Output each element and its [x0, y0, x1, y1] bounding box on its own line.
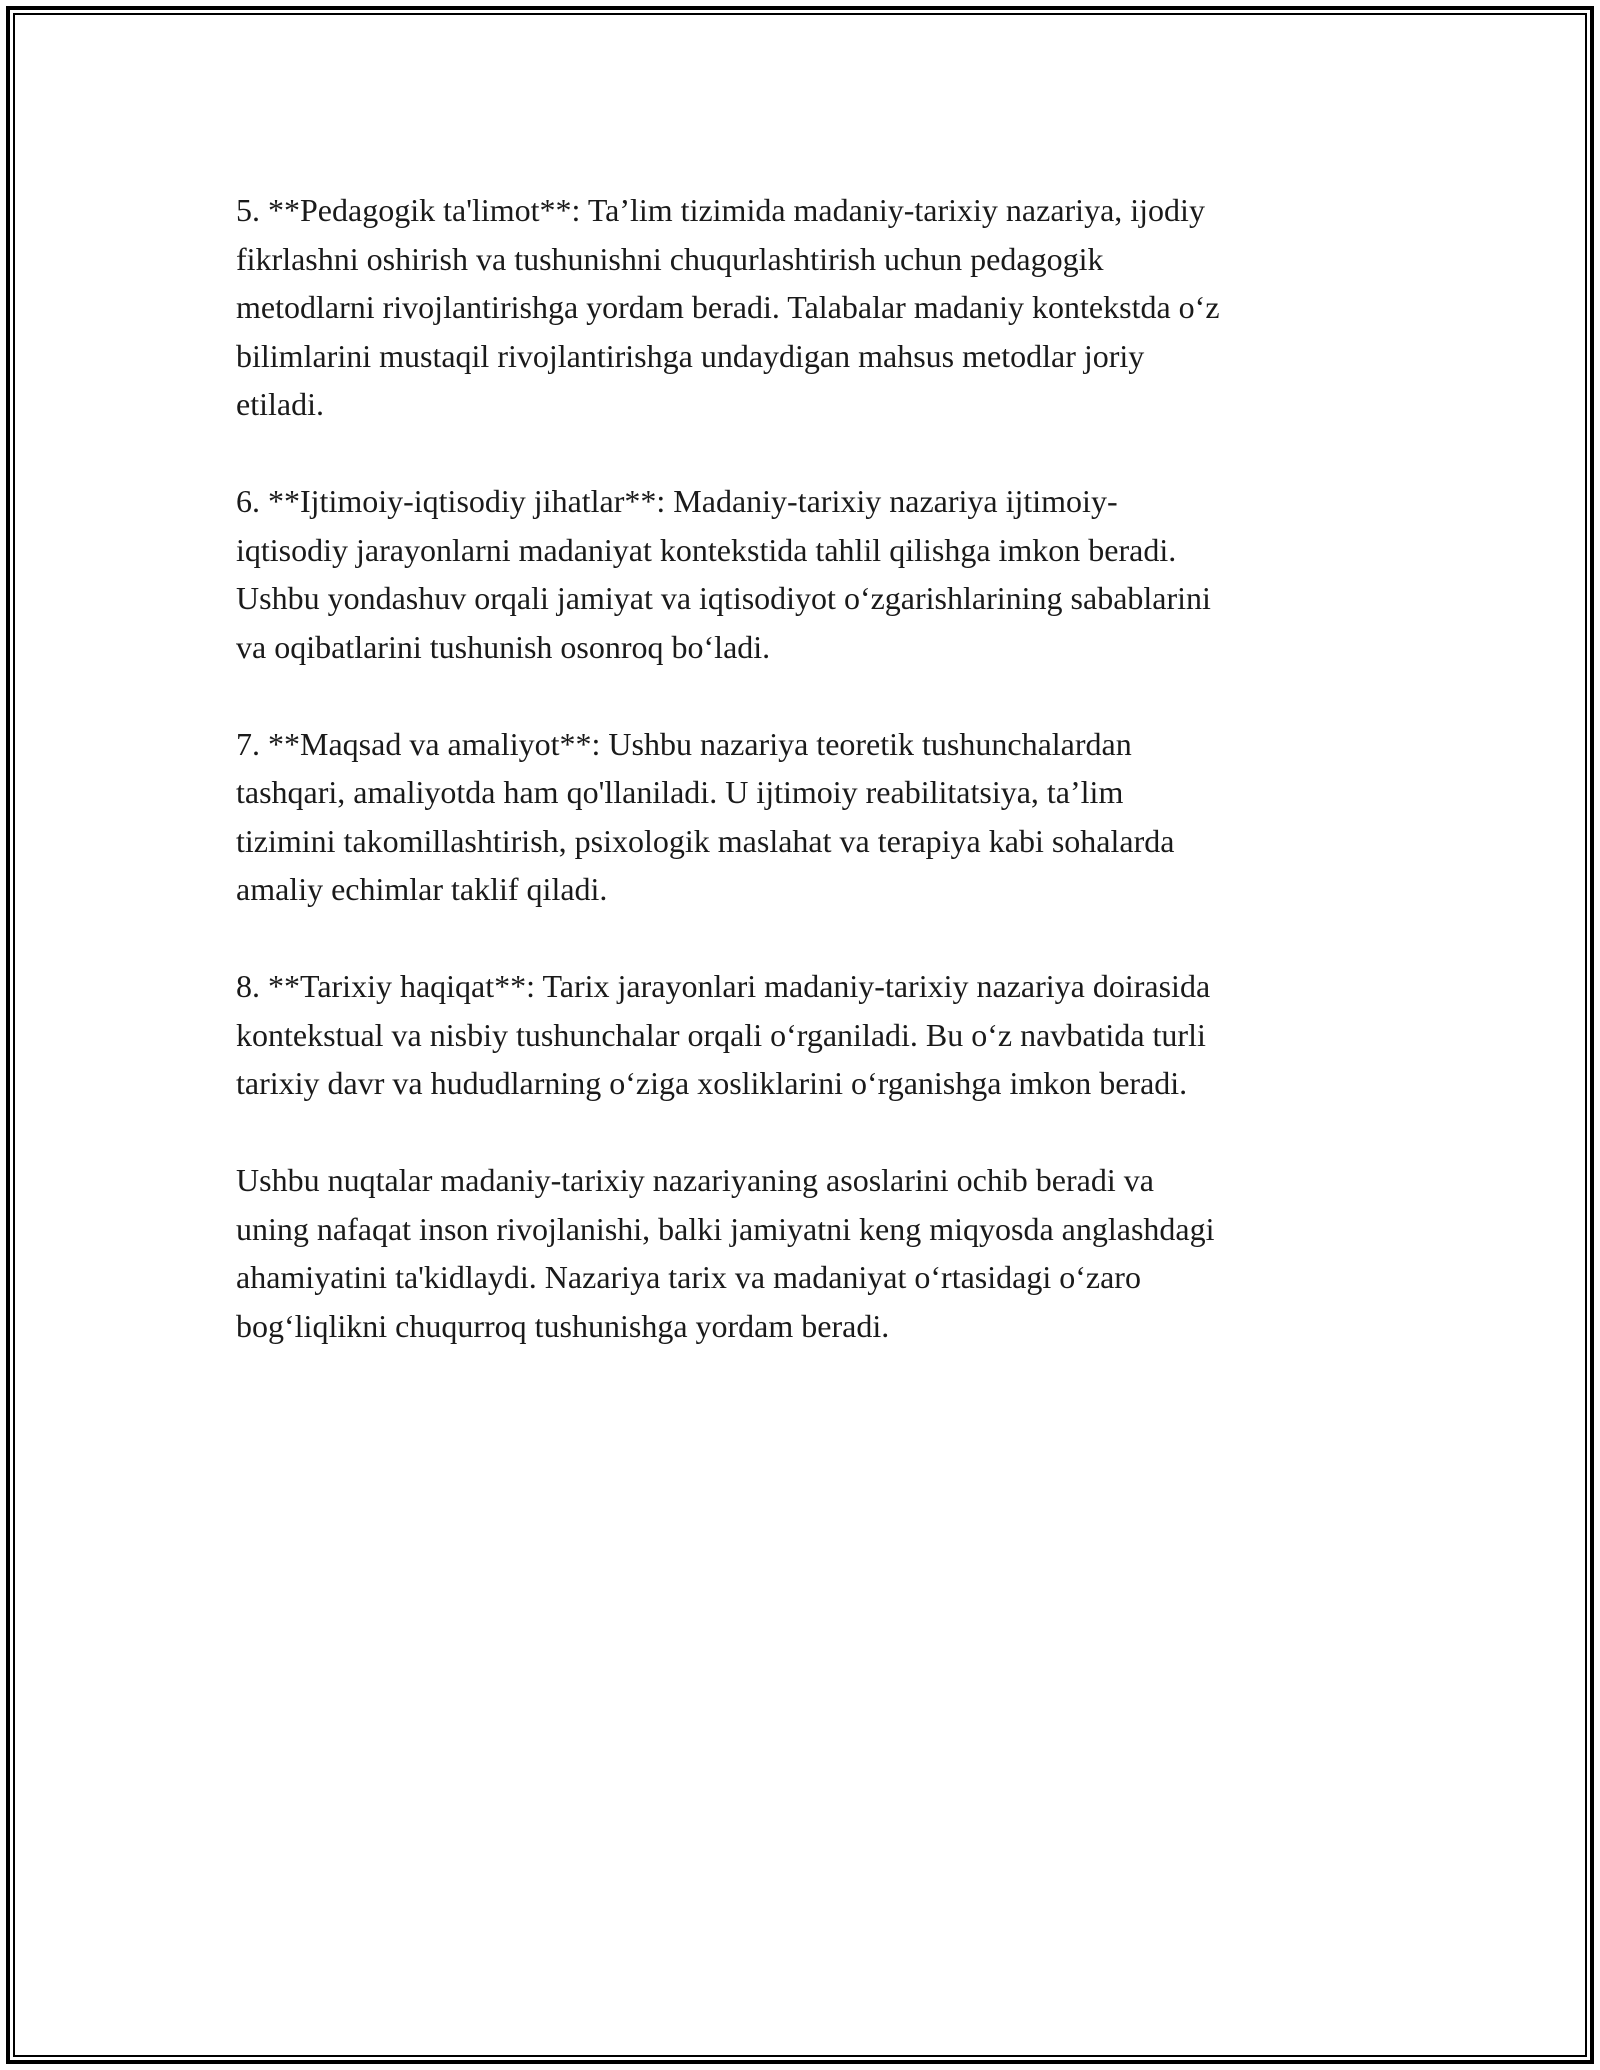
- document-body: [236, 186, 1376, 1399]
- paragraph-maqsad-va-amaliyot: 7. **Maqsad va amaliyot**: Ushbu nazariya teoretik tushunchalardan tashqari, amaliyotda ham qo'llaniladi. U ijtimoiy reabilitatsiya, ta’lim tizimini takomillashtirish, psixologik maslahat va terapiya kabi sohalarda amaliy echimlar taklif qiladi.: [236, 725, 1175, 907]
- paragraph-conclusion: Ushbu nuqtalar madaniy-tarixiy nazariyaning asoslarini ochib beradi va uning nafaqat inson rivojlanishi, balki jamiyatni keng miqyosda anglashdagi ahamiyatini ta'kidlaydi. Nazariya tarix va madaniyat o‘rtasidagi o‘zaro bog‘liqlikni chuqurroq tushunishga yordam beradi.: [236, 1162, 1215, 1344]
- paragraph-ijtimoiy-iqtisodiy-jihatlar: 6. **Ijtimoiy-iqtisodiy jihatlar**: Madaniy-tarixiy nazariya ijtimoiy- iqtisodiy jarayonlarni madaniyat kontekstida tahlil qilishga imkon beradi. Ushbu yondashuv orqali jamiyat va iqtisodiyot o‘zgarishlarining sabablarini va oqibatlarini tushunish osonroq bo‘ladi.: [236, 483, 1211, 665]
- paragraph-pedagogik-talimot: 5. **Pedagogik ta'limot**: Ta’lim tizimida madaniy-tarixiy nazariya, ijodiy fikrlashni oshirish va tushunishni chuqurlashtirish uchun pedagogik metodlarni rivojlantirishga yordam beradi. Talabalar madaniy kontekstda o‘z bilimlarini mustaqil rivojlantirishga undaydigan mahsus metodlar joriy etiladi.: [236, 192, 1220, 422]
- paragraph-tarixiy-haqiqat: 8. **Tarixiy haqiqat**: Tarix jarayonlari madaniy-tarixiy nazariya doirasida kontekstual va nisbiy tushunchalar orqali o‘rganiladi. Bu o‘z navbatida turli tarixiy davr va hududlarning o‘ziga xosliklarini o‘rganishga imkon beradi.: [236, 968, 1211, 1101]
